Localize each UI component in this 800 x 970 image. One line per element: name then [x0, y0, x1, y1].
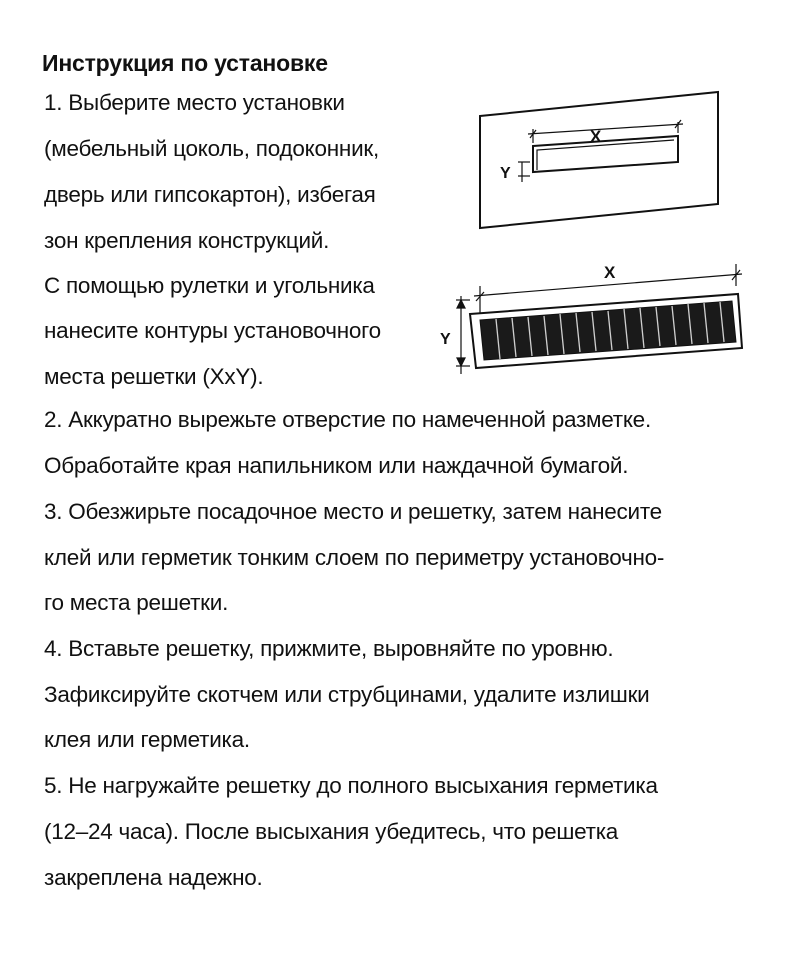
- step-1-line-5: С помощью рулетки и угольника: [44, 273, 375, 298]
- step-5-line-2: (12–24 часа). После высыхания убедитесь, что решетка: [44, 819, 619, 844]
- step-2-line-2: Обработайте края напильником или наждачной бумагой.: [44, 453, 629, 478]
- step-3-line-3: го места решетки.: [44, 590, 229, 615]
- step-1-line-2: (мебельный цоколь, подоконник,: [44, 136, 379, 161]
- step-5-line-3: закреплена надежно.: [44, 865, 263, 890]
- step-1-line-7: места решетки (XxY).: [44, 364, 264, 389]
- step-1-line-3: дверь или гипсокартон), избегая: [44, 182, 376, 207]
- cutout-diagram: [470, 84, 730, 234]
- grille-diagram: [436, 256, 754, 380]
- page-title: Инструкция по установке: [42, 50, 328, 76]
- cutout-y-label: Y: [500, 165, 511, 182]
- step-4-line-1: 4. Вставьте решетку, прижмите, выровняйте по уровню.: [44, 636, 614, 661]
- panel-outline: [480, 92, 718, 228]
- step-3-line-2: клей или герметик тонким слоем по периметру установочно-: [44, 545, 665, 570]
- grille-y-label: Y: [440, 331, 451, 348]
- grille-y-dimension: [456, 296, 470, 374]
- step-1-line-4: зон крепления конструкций.: [44, 228, 330, 253]
- step-5-line-1: 5. Не нагружайте решетку до полного высыхания герметика: [44, 773, 658, 798]
- step-4-line-2: Зафиксируйте скотчем или струбцинами, удалите излишки: [44, 682, 650, 707]
- step-4-line-3: клея или герметика.: [44, 727, 250, 752]
- step-3-line-1: 3. Обезжирьте посадочное место и решетку, затем нанесите: [44, 499, 662, 524]
- step-1-line-1: 1. Выберите место установки: [44, 90, 345, 115]
- step-1-line-6: нанесите контуры установочного: [44, 318, 381, 343]
- y-dimension: [518, 162, 530, 182]
- step-2-line-1: 2. Аккуратно вырежьте отверстие по намеченной разметке.: [44, 407, 651, 432]
- x-dimension: [528, 120, 683, 143]
- cutout-x-label: X: [590, 127, 602, 146]
- grille-x-label: X: [604, 263, 616, 282]
